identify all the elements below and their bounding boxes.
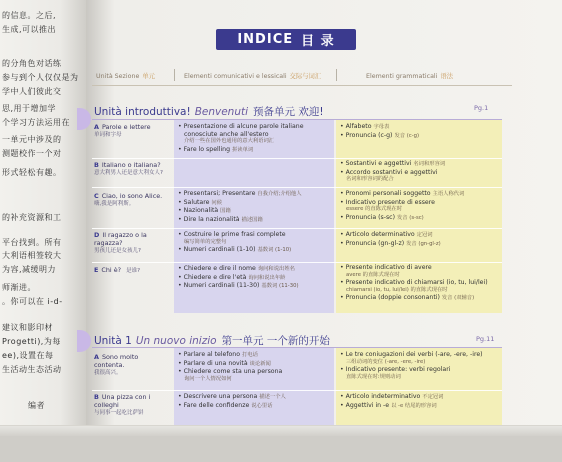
comm-cell: • Descrivere una persona 描述一个人 • Fare delle confidenze 说心里话 [178,393,334,410]
row-divider [92,187,502,188]
left-page-text: 为容,减缓明力 [2,265,57,274]
column-header-comm: Elementi comunicativi e lessicali 交际与词汇 [184,73,322,80]
gram-cell: • Le tre coniugazioni dei verbi (-are, -ere, -ire) 三组动词的变位 (-are, -ere, -ire) • Indicativo presente: verbi regolari 直陈式现在时:规则动词 [340,351,500,381]
next-page-edge [0,426,562,462]
section-heading-intro: Unità introduttiva! Benvenuti 预备单元 欢迎! [94,106,324,118]
left-page-text: 编者 [28,401,45,410]
left-page-text: 参与到个人仅仅是为 [2,73,79,82]
column-header-gram: Elementi grammaticali 语法 [366,73,454,80]
gram-cell: • Articolo indeterminativo 不定冠词 • Aggettivi in -e 以 -e 结尾的形容词 [340,393,500,410]
left-page-text: 测题校作一个对 [2,149,62,158]
comm-cell: • Chiedere e dire il nome 询问和说出姓名 • Chiedere e dire l'età 询问和说出年龄 • Numeri cardinali (11-30) 基数词 (11-30) [178,265,334,291]
left-page-text: 大利语相签较大 [2,251,62,260]
left-page-text: Progetti),为每 [2,337,61,346]
left-page-text: 的信息。之后, [2,11,57,20]
left-page-text: 学中人们彼此交 [2,87,62,96]
gram-cell: • Presente indicativo di avere avere 的直陈式现在时 • Presente indicativo di chiamarsi (io, tu, lui/lei) chiamarsi (io, tu, lui/lei) 的直陈式现在时 • Pronuncia (doppie consonanti) 发音 (双辅音) [340,264,500,303]
row-divider [92,262,502,263]
gram-cell: • Alfabeto 字母表 • Pronuncia (c-g) 发音 (c-g) [340,123,500,140]
title-latin: INDICE [237,32,294,47]
row-label: E Chi è? 是谁? [94,266,140,274]
left-page-text: 建议和影印材 [2,323,53,332]
comm-cell: • Parlare al telefono 打电话 • Parlare di una novità 谈论新闻 • Chiedere come sta una persona 询问一个人情况如何 [178,351,334,383]
left-page-text: 平台找到。所有 [2,238,62,247]
gram-cell: • Sostantivi e aggettivi 名词和形容词 • Accordo sostantivi e aggettivi 名词和形容词的配合 [340,160,500,184]
index-title [216,29,356,50]
row-divider [92,158,502,159]
comm-cell: • Presentarsi; Presentare 自我介绍;介绍他人 • Salutare 问候 • Nazionalità 国籍 • Dire la nazionalità 描述国籍 [178,190,334,224]
row-label: A Parole e lettere 单词和字母 [94,123,151,138]
gram-cell: • Articolo determinativo 定冠词 • Pronuncia (gn-gl-z) 发音 (gn-gl-z) [340,231,500,248]
title-chinese: 目 录 [301,34,335,49]
header-rule [92,85,512,86]
row-label: B Una pizza con i colleghi 与同事一起吃比萨饼 [94,393,151,416]
left-page-text: ee),设置在每 [2,351,54,360]
left-page-text: 生成,可以推出 [2,25,57,34]
left-page-text: 的补充资源和工 [2,213,62,222]
left-page-text: 生活动生态活动 [2,365,62,374]
gram-cell: • Pronomi personali soggetto 主语人称代词 • Indicativo presente di essere essere 的直陈式现在时 • Pronuncia (s-sc) 发音 (s-sc) [340,190,500,222]
left-page-text: 个学习方法运用在 [2,118,70,127]
row-label: B Italiano o italiana? 意大利男人还是意大利女人? [94,161,163,176]
left-page-text: 思,用于增加学 [2,104,57,113]
page-shadow [0,426,562,436]
left-page-text: 一单元中涉及的 [2,135,62,144]
page-number: Pg.1 [474,104,489,112]
column-header-unit: Unità Sezione 单元 [96,73,155,80]
left-page [0,0,86,425]
section-heading-unit1: Unità 1 Un nuovo inizio 第一单元 一个新的开始 [94,335,330,347]
header-divider [336,69,337,81]
header-divider [174,69,175,81]
row-label: A Sono molto contenta. 我很高兴。 [94,353,139,376]
row-divider [92,390,502,391]
left-page-text: 的分角色对话练 [2,59,62,68]
left-page-text: 师渐进。 [2,283,36,292]
row-label: C Ciao, io sono Alice. 嗨,我是阿利斯。 [94,192,163,207]
row-divider [92,228,502,229]
left-page-text: 。你可以在 i-d- [2,297,63,306]
comm-cell: • Presentazione di alcune parole italiane conosciute anche all'estero 介绍一些在国外也通用的意大利语词汇 • Fare lo spelling 拼读单词 [178,123,334,154]
row-label: D Il ragazzo o la ragazza? 男孩儿还是女孩儿? [94,231,147,254]
left-page-text: 形式轻松有趣。 [2,168,62,177]
comm-cell: • Costruire le prime frasi complete 编写简单的完整句 • Numeri cardinali (1-10) 基数词 (1-10) [178,231,334,255]
page-number: Pg.11 [476,335,495,343]
